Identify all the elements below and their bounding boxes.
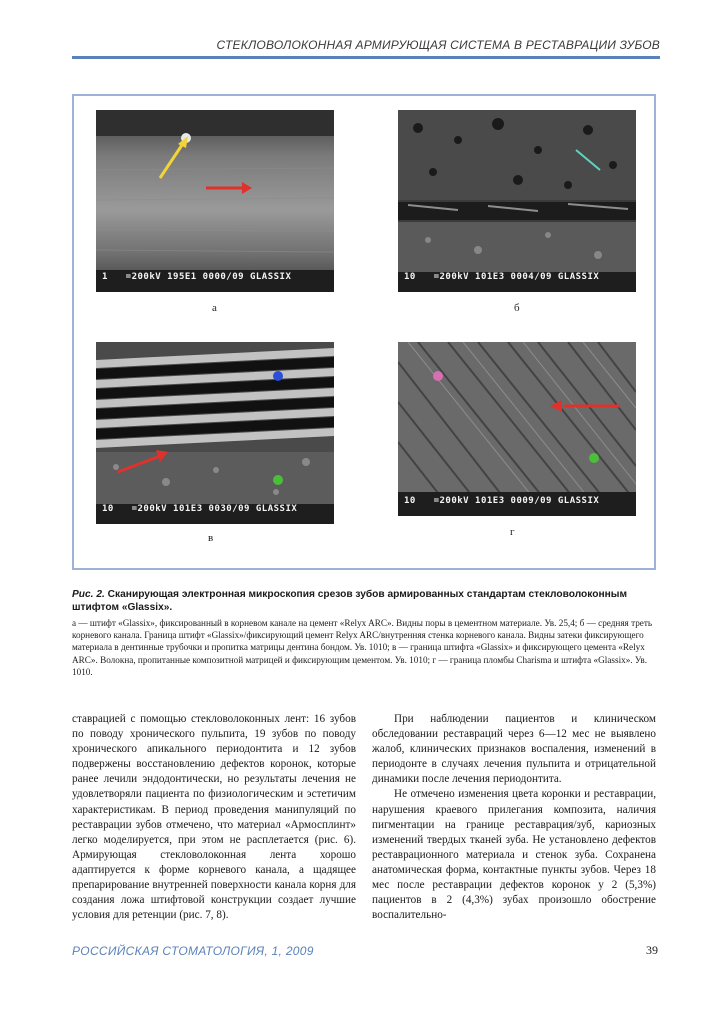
panel-letter-d: г <box>510 526 515 538</box>
pink-marker <box>433 371 443 381</box>
sem-label-b: 10 =200kV 101E3 0004/09 GLASSIX <box>404 272 600 282</box>
sem-panel-d <box>398 342 636 516</box>
figure-frame <box>72 94 656 570</box>
sem-image-a <box>96 110 334 292</box>
sem-label-a: 1 =200kV 195E1 0000/09 GLASSIX <box>102 272 292 282</box>
figure-caption-body <box>72 617 660 678</box>
figure-label: Рис. 2. <box>72 589 105 600</box>
panel-letter-a: а <box>212 302 217 314</box>
footer-journal-title: РОССИЙСКАЯ СТОМАТОЛОГИЯ, 1, 2009 <box>72 944 314 958</box>
sem-image-c <box>96 342 334 524</box>
panel-letter-b: б <box>514 302 520 314</box>
sem-panel-a <box>96 110 334 292</box>
sem-image-b <box>398 110 636 292</box>
page-number: 39 <box>646 943 658 957</box>
left-column <box>72 712 356 923</box>
green-marker <box>273 475 283 485</box>
right-paragraph-2: Не отмечено изменения цвета коронки и реставрации, нарушения краевого прилегания композита, наличия пигментации на границе реставрация/зуб, кариозных изменений твердых тканей зуба. Не установлено дефектов реставрационного материала и стенок зуба. Сохранена анатомическая форма, контактные пункты зубов. Через 18 мес после реставрации дефектов коронок у 2 (5,3%) пациентов в 2 (4,3%) зубах произошло обострение воспалительно- <box>372 788 656 922</box>
sem-panel-c <box>96 342 334 524</box>
sem-label-d: 10 =200kV 101E3 0009/09 GLASSIX <box>404 496 600 506</box>
panel-letter-c: в <box>208 532 214 544</box>
header-rule <box>72 56 660 59</box>
right-column <box>372 712 656 923</box>
left-paragraph: ставрацией с помощью стекловолоконных лент: 16 зубов по поводу хронического пульпита, 19 зубов по поводу хронического апикального периодонтита и 12 зубов подвержены восстановлению дефектов коронок, которые ранее лечили эндодонтически, но результаты лечения не удовлетворяли пациента по физиологическим и эстетичим характеристикам. В период проведения манипуляций по реставрации зубов отмечено, что материал «Армосплинт» легко моделируется, при этом не расплетается (рис. 6). Армирующая стекловолоконная лента хорошо адаптируется к форме корневого канала, а щадящее препарирование внутренней поверхности канала корня для создания ложа штифтовой конструкции создает лучшие условия для ретенции (рис. 7, 8). <box>72 713 356 922</box>
running-header: СТЕКЛОВОЛОКОННАЯ АРМИРУЮЩАЯ СИСТЕМА В РЕСТАВРАЦИИ ЗУБОВ <box>216 38 660 52</box>
right-paragraph-1: При наблюдении пациентов и клиническом обследовании реставраций через 6—12 мес не выявлено жалоб, клинических признаков воспаления, изменений в периодонте в случаях лечения пульпита и отрицательной динамики после лечения периодонтита. <box>372 713 656 786</box>
figure-caption-title <box>72 588 660 614</box>
blue-marker <box>273 371 283 381</box>
sem-label-c: 10 =200kV 101E3 0030/09 GLASSIX <box>102 504 298 514</box>
figure-caption-text: а — штифт «Glassix», фиксированный в корневом канале на цемент «Relyx ARC». Видны поры в цементном материале. Ув. 25,4; б — средняя треть корневого канала. Граница штифт «Glassix»/фиксирующий цемент Relyx ARC/внутренняя стенка корневого канала. Видны затеки фиксирующего материала в дентинные трубочки и пропитка матрицы дентина бондом. Ув. 1010; в — граница штифта «Glassix» и фиксирующего цемента «Relyx ARC». Волокна, пропитанные композитной матрицей и фиксирующим цементом. Ув. 1010; г — граница пломбы Charisma и штифта «Glassix». Ув. 1010. <box>72 618 653 677</box>
green-marker <box>589 453 599 463</box>
sem-image-d <box>398 342 636 516</box>
sem-panel-b <box>398 110 636 292</box>
figure-title: Сканирующая электронная микроскопия срезов зубов армированных стандартам стекловолоконным штифтом «Glassix». <box>72 589 628 613</box>
